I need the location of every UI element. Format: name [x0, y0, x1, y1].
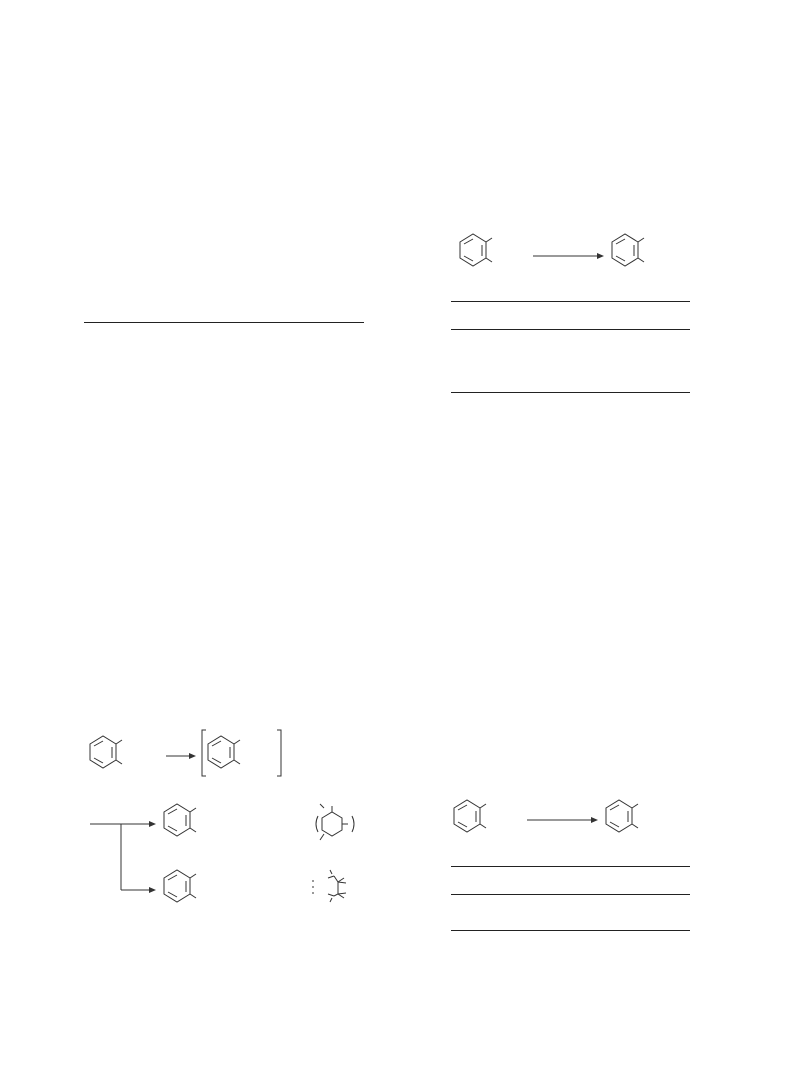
- table-2-header-rule: [451, 894, 690, 895]
- table-1-top-rule: [451, 301, 690, 302]
- arene-product-b: [164, 870, 196, 902]
- reaction-scheme-1: [440, 228, 680, 284]
- table-2-bottom-rule: [451, 930, 690, 931]
- table-1-bottom-rule: [451, 392, 690, 393]
- reaction-arrow-2: [166, 753, 196, 759]
- bracketed-intermediate: [202, 730, 281, 776]
- table-2-top-rule: [451, 866, 690, 867]
- mesityl-group-fragment: [316, 804, 354, 840]
- table-1-header-rule: [451, 329, 690, 330]
- branching-arrows: [90, 821, 156, 893]
- reaction-arrow-3: [527, 817, 598, 823]
- arene-product-a: [164, 804, 196, 836]
- left-section-rule: [84, 322, 364, 323]
- arene-reactant-1: [460, 234, 492, 266]
- reaction-scheme-2: [440, 794, 680, 850]
- arene-product-2: [606, 800, 638, 832]
- arene-starting-material: [90, 736, 122, 768]
- reaction-arrow-1: [533, 253, 604, 259]
- arene-reactant-2: [454, 800, 486, 832]
- pinacol-boronate-fragment: [313, 870, 346, 902]
- arene-product-1: [612, 234, 644, 266]
- bracket-intermediate-scheme: [80, 728, 380, 908]
